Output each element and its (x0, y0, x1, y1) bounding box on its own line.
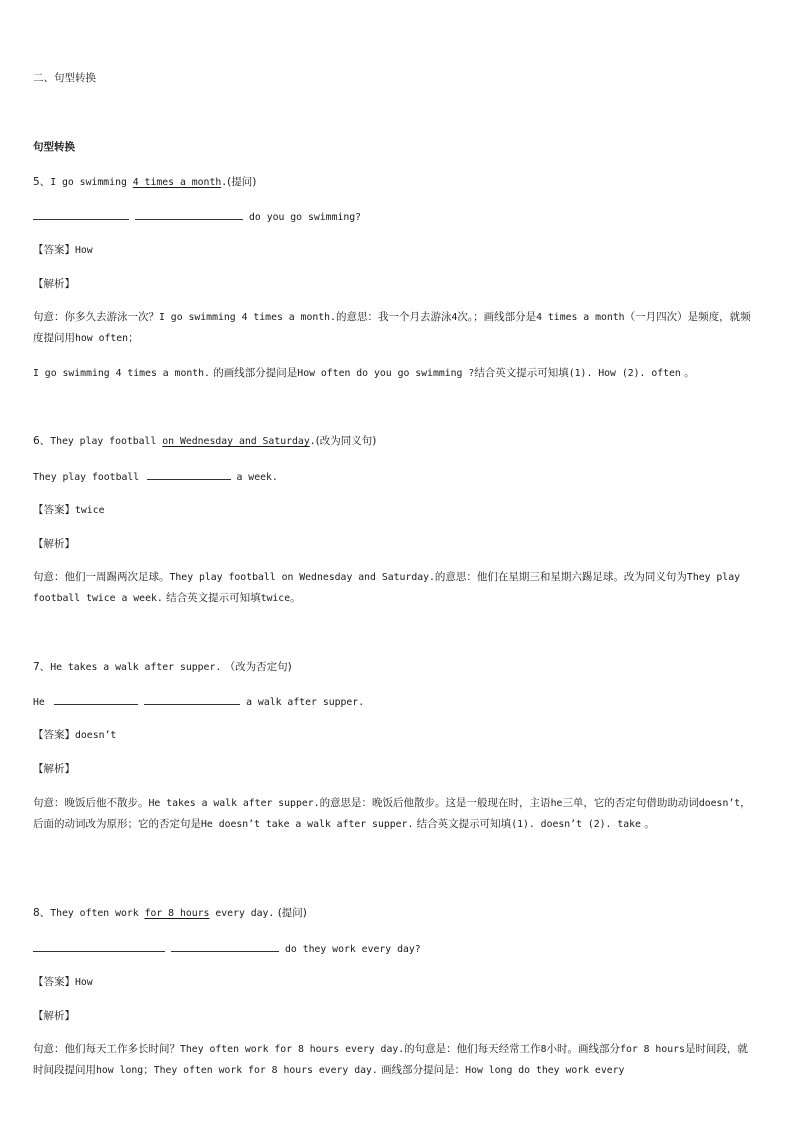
exp-english: They play football on Wednesday and Saturday. (169, 572, 435, 583)
instruction: （改为否定句) (224, 661, 292, 673)
answer-label: 【答案】 (33, 976, 75, 988)
explanation-5-para-2 (33, 366, 695, 381)
answer-label: 【答案】 (33, 729, 75, 741)
exp-text: 的意思：他们在星期三和星期六踢足球。改为同义句为 (434, 571, 687, 583)
question-text: They play football (50, 436, 163, 447)
exp-english: he (550, 798, 563, 809)
exp-english: twice (260, 593, 291, 604)
exp-english: 8 (540, 1044, 547, 1055)
exp-text: ，后面的动词改为原形；它的否定句是 (33, 797, 751, 830)
blank-2[interactable] (144, 694, 240, 705)
exp-english: 4 (451, 312, 458, 323)
blank-1[interactable] (54, 694, 138, 705)
fill-line-8 (33, 941, 421, 957)
exp-text: 结合英文提示可知填 (474, 367, 569, 379)
answer-value: twice (75, 505, 105, 516)
explanation-5-para-1 (33, 307, 758, 349)
fill-text-end: a walk after supper. (246, 697, 365, 708)
exp-text: 的意思是：晚饭后他散步。这是一般现在时，主语 (319, 797, 551, 809)
answer-value: How (75, 245, 93, 256)
question-6 (33, 434, 376, 449)
exp-text: 的句意是：他们每天经常工作 (404, 1043, 541, 1055)
answer-value: doesn’t (75, 730, 117, 741)
exp-text: 句意：晚饭后他不散步。 (33, 797, 149, 809)
underlined-phrase: 4 times a month (132, 177, 222, 188)
answer-8 (33, 975, 93, 990)
explanation-7 (33, 793, 758, 835)
exp-english: (1). How (2). often (568, 368, 681, 379)
exp-text: 的意思：我一个月去游泳 (335, 311, 452, 323)
exp-english: How long do they work every (465, 1065, 625, 1076)
fill-line-7 (33, 694, 364, 710)
exp-text: （一月四次）是频度，就频度提问用 (33, 311, 751, 344)
exp-english: (1). doesn’t (2). take (511, 819, 641, 830)
exp-text: ； (128, 332, 139, 344)
fill-text: do you go swimming? (249, 212, 362, 223)
question-text-end: . (309, 436, 316, 447)
instruction: (提问) (277, 907, 307, 919)
analysis-label-5: 【解析】 (33, 278, 75, 290)
exp-text: 句意：他们每天工作多长时间？ (33, 1043, 180, 1055)
exp-text: 次。；画线部分是 (457, 311, 537, 323)
question-number: 5、 (33, 176, 51, 188)
exp-english: doesn’t (698, 798, 741, 809)
exp-english: how often (75, 333, 129, 344)
question-text-end: every day. (209, 908, 275, 919)
exp-text: 。 (290, 592, 301, 604)
exp-text: 。 (680, 367, 695, 379)
explanation-8 (33, 1039, 758, 1081)
answer-label: 【答案】 (33, 244, 75, 256)
explanation-6 (33, 567, 758, 609)
exp-text: 句意：他们一周踢两次足球。 (33, 571, 170, 583)
subheading: 句型转换 (33, 141, 75, 153)
exp-english: 4 times a month (536, 312, 625, 323)
analysis-label-6: 【解析】 (33, 538, 75, 550)
exp-text: ； (143, 1064, 154, 1076)
blank-2[interactable] (135, 209, 243, 220)
exp-english: for 8 hours (620, 1044, 685, 1055)
exp-english: How often do you go swimming ? (297, 368, 475, 379)
question-7 (33, 660, 292, 675)
exp-text: 句意：你多久去游泳一次？ (33, 311, 159, 323)
fill-text: do they work every day? (285, 944, 421, 955)
question-number: 8、 (33, 907, 51, 919)
blank-2[interactable] (171, 941, 279, 952)
fill-line-6 (33, 469, 278, 485)
exp-english: I go swimming 4 times a month. (33, 368, 210, 379)
blank-1[interactable] (33, 209, 129, 220)
question-text: He takes a walk after supper. (50, 662, 222, 673)
answer-7 (33, 728, 116, 743)
answer-label: 【答案】 (33, 504, 75, 516)
answer-5 (33, 243, 93, 258)
instruction: (提问) (227, 176, 257, 188)
analysis-label-7: 【解析】 (33, 763, 75, 775)
fill-line-5 (33, 209, 361, 225)
answer-6 (33, 503, 105, 518)
exp-english: They often work for 8 hours every day. (180, 1044, 405, 1055)
exp-text: 画线部分提问是： (377, 1064, 466, 1076)
question-text: They often work (50, 908, 145, 919)
answer-value: How (75, 977, 93, 988)
question-number: 6、 (33, 435, 51, 447)
blank-1[interactable] (33, 941, 165, 952)
fill-text: He (33, 697, 45, 708)
exp-english: They often work for 8 hours every day. (153, 1065, 378, 1076)
underlined-phrase: on Wednesday and Saturday (162, 436, 310, 447)
exp-text: 。 (640, 818, 655, 830)
exp-text: 是时间段，就时间段提问用 (33, 1043, 748, 1076)
exp-english: He takes a walk after supper. (148, 798, 320, 809)
exp-text: 三单，它的否定句借助助动词 (562, 797, 699, 809)
blank-1[interactable] (147, 469, 231, 480)
exp-english: He doesn’t take a walk after supper. (201, 819, 414, 830)
fill-text-end: a week. (236, 472, 278, 483)
instruction: (改为同义句) (315, 435, 377, 447)
question-8 (33, 906, 307, 921)
exp-text: 结合英文提示可知填 (162, 592, 261, 604)
question-text-end: . (221, 177, 228, 188)
exp-english: They play football twice a week. (33, 572, 741, 604)
exp-text: 结合英文提示可知填 (413, 818, 512, 830)
section-heading: 二、句型转换 (33, 72, 96, 84)
question-number: 7、 (33, 661, 51, 673)
underlined-phrase: for 8 hours (144, 908, 210, 919)
exp-english: I go swimming 4 times a month. (159, 312, 336, 323)
exp-text: 小时。画线部分 (546, 1043, 621, 1055)
question-text: I go swimming (50, 177, 133, 188)
exp-text: 的画线部分提问是 (209, 367, 298, 379)
fill-text: They play football (33, 472, 140, 483)
exp-english: how long (96, 1065, 144, 1076)
question-5 (33, 175, 256, 190)
analysis-label-8: 【解析】 (33, 1010, 75, 1022)
